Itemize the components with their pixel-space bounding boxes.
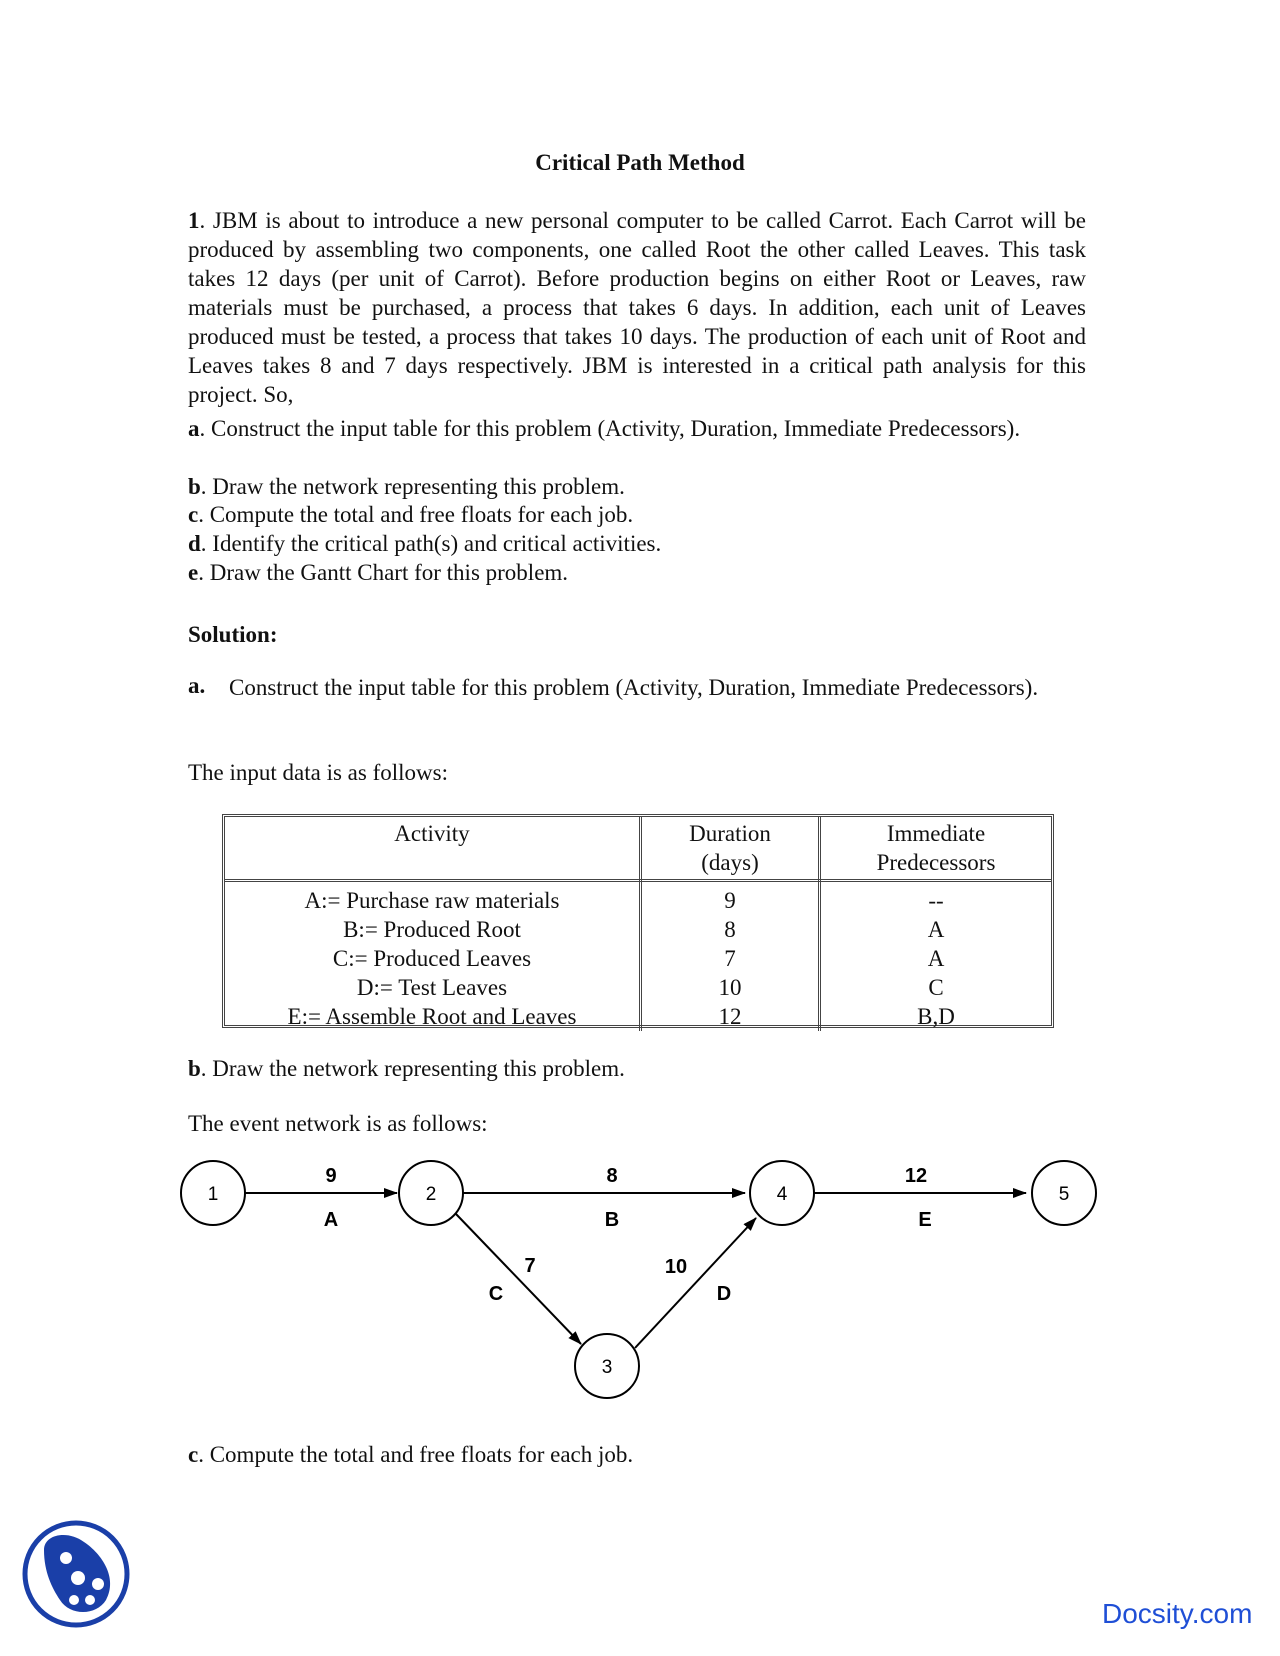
task-d-label: d: [188, 531, 201, 556]
event-network-diagram: [180, 1148, 1100, 1412]
activity-column: [225, 881, 641, 1032]
task-a: [188, 414, 1086, 443]
table-cell: C: [928, 975, 944, 1000]
table-cell: 7: [724, 946, 736, 971]
solution-c-text: . Compute the total and free floats for each job.: [198, 1442, 634, 1467]
header-activity: [225, 817, 641, 881]
table-cell: 12: [718, 1004, 742, 1029]
edge-e-duration: 12: [904, 1165, 928, 1187]
header-activity-text: Activity: [394, 821, 470, 846]
brand-link[interactable]: Docsity.com: [1102, 1598, 1253, 1629]
task-e-text: . Draw the Gantt Chart for this problem.: [198, 560, 569, 585]
node-5: [1032, 1161, 1096, 1225]
network-intro: The event network is as follows:: [188, 1111, 488, 1136]
duration-column: [641, 881, 820, 1032]
header-duration-line1: Duration: [689, 821, 771, 846]
node-1: [181, 1161, 245, 1225]
task-e-label: e: [188, 560, 199, 585]
predecessor-column: [820, 881, 1052, 1032]
table-cell: A:= Purchase raw materials: [304, 888, 560, 913]
table-cell: B,D: [917, 1004, 955, 1029]
task-d-text: . Identify the critical path(s) and critical activities.: [200, 531, 662, 556]
input-intro: The input data is as follows:: [188, 760, 448, 785]
solution-a-text: Construct the input table for this problem (Activity, Duration, Immediate Predecessors).: [229, 675, 1039, 700]
table-header-row: [225, 817, 1051, 881]
header-duration-line2: (days): [701, 850, 759, 875]
node-3-label: 3: [601, 1357, 613, 1378]
node-2-label: 2: [425, 1184, 437, 1205]
node-2: [399, 1161, 463, 1225]
node-5-label: 5: [1058, 1184, 1070, 1205]
solution-b: [188, 1054, 625, 1083]
problem-text: . JBM is about to introduce a new personal computer to be called Carrot. Each Carrot will be produced by assembling two components, one called Root the other called Leaves. This task takes 12 days (per unit of Carrot). Before production begins on either Root or Leaves, raw materials must be purchased, a process that takes 6 days. In addition, each unit of Leaves produced must be tested, a process that takes 10 days. The production of each unit of Root and Leaves takes 8 and 7 days respectively. JBM is interested in a critical path analysis for this project. So,: [188, 208, 1086, 407]
solution-a-label: a.: [188, 673, 206, 698]
edge-b-duration: 8: [606, 1165, 618, 1187]
header-pred-line2: Predecessors: [876, 850, 996, 875]
table-cell: 8: [724, 917, 736, 942]
node-1-label: 1: [207, 1184, 219, 1205]
solution-b-label: b: [188, 1056, 201, 1081]
problem-statement: [188, 206, 1086, 409]
task-d: [188, 529, 661, 558]
page-title: Critical Path Method: [535, 150, 745, 175]
table-cell: --: [928, 888, 944, 913]
task-c-label: c: [188, 502, 199, 527]
solution-c: [188, 1440, 633, 1469]
edge-c-duration: 7: [524, 1255, 536, 1277]
solution-c-label: c: [188, 1442, 199, 1467]
task-b-text: . Draw the network representing this problem.: [200, 474, 625, 499]
edge-d: [635, 1218, 756, 1348]
edge-d-duration: 10: [664, 1256, 688, 1278]
edge-e-activity: E: [918, 1209, 932, 1231]
edge-a-activity: A: [323, 1209, 339, 1231]
node-4-label: 4: [776, 1184, 788, 1205]
task-b: [188, 472, 625, 501]
node-4: [750, 1161, 814, 1225]
input-table: [222, 814, 1054, 1028]
edge-a-duration: 9: [325, 1165, 337, 1187]
edge-c: [456, 1214, 581, 1344]
table-cell: A: [927, 946, 945, 971]
task-c: [188, 500, 633, 529]
task-a-text: . Construct the input table for this problem (Activity, Duration, Immediate Predecessors).: [199, 416, 1021, 441]
task-e: [188, 558, 568, 587]
edge-d-activity: D: [716, 1283, 732, 1305]
solution-heading: Solution:: [188, 622, 278, 647]
table-cell: E:= Assemble Root and Leaves: [287, 1004, 577, 1029]
table-cell: 9: [724, 888, 736, 913]
header-pred-line1: Immediate: [886, 821, 986, 846]
table-cell: B:= Produced Root: [343, 917, 521, 942]
table-body-row: [225, 881, 1051, 1032]
node-3: [575, 1334, 639, 1398]
table-cell: 10: [718, 975, 742, 1000]
header-duration: [641, 817, 820, 881]
task-b-label: b: [188, 474, 201, 499]
solution-b-text: . Draw the network representing this problem.: [200, 1056, 625, 1081]
problem-number: 1: [188, 208, 200, 233]
task-c-text: . Compute the total and free floats for each job.: [198, 502, 634, 527]
table-cell: A: [927, 917, 945, 942]
task-a-label: a: [188, 416, 200, 441]
edge-b-activity: B: [604, 1209, 620, 1231]
table-cell: C:= Produced Leaves: [332, 946, 532, 971]
header-predecessors: [820, 817, 1052, 881]
docsity-logo-icon: [22, 1520, 130, 1628]
table-cell: D:= Test Leaves: [356, 975, 508, 1000]
edge-c-activity: C: [488, 1283, 504, 1305]
